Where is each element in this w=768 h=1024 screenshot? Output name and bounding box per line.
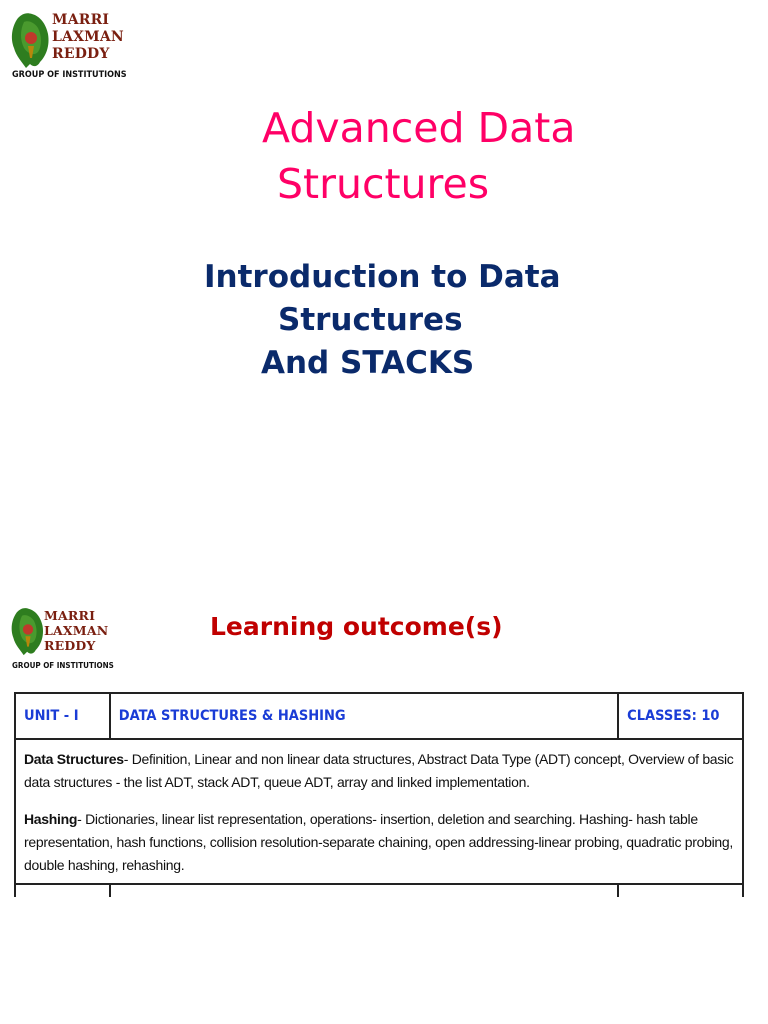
logo-line-1: MARRI [52,12,110,28]
emblem-icon [10,606,46,658]
syllabus-table [14,692,744,897]
next-row-cell [110,884,618,897]
course-title-line-2: Structures [277,160,490,208]
logo-line-3: REDDY [44,638,96,653]
next-row-cell [15,884,110,897]
institution-logo [10,606,114,674]
learning-outcomes-heading: Learning outcome(s) [210,612,503,641]
institution-logo [10,10,127,80]
unit-cell: UNIT - I [15,693,110,739]
next-row-cell [618,884,743,897]
syllabus-content [15,739,743,884]
emblem-icon [10,12,52,70]
subtitle-line-1: Introduction to Data [204,259,561,295]
subtitle-line-2: Structures [278,302,463,338]
syllabus-content-row [15,739,743,884]
topic-cell: DATA STRUCTURES & HASHING [110,693,618,739]
hashing-term: Hashing [24,811,78,827]
logo-line-1: MARRI [44,608,96,623]
data-structures-text: - Definition, Linear and non linear data structures, Abstract Data Type (ADT) concept, Overview of basic data structures - the list ADT, stack ADT, queue ADT, array and linked implementation. [24,751,734,790]
subtitle-line-3: And STACKS [261,345,475,381]
learning-outcomes-slide [0,560,768,1024]
classes-cell: CLASSES: 10 [618,693,743,739]
course-title [240,100,660,212]
syllabus-header-row [15,693,743,739]
logo-line-2: LAXMAN [52,29,124,45]
syllabus-next-row [15,884,743,897]
logo-line-3: REDDY [52,46,110,62]
hashing-text: - Dictionaries, linear list representation, operations- insertion, deletion and searching. Hashing- hash table representation, hash functions, collision resolution-separate chaining, open addressing-linear probing, quadratic probing, double hashing, rehashing. [24,811,733,873]
course-title-line-1: Advanced Data [262,104,576,152]
logo-group-text: GROUP OF INSTITUTIONS [12,70,127,80]
logo-group-text: GROUP OF INSTITUTIONS [12,661,114,670]
data-structures-paragraph [24,748,734,794]
lecture-subtitle [200,256,620,385]
logo-line-2: LAXMAN [44,623,109,638]
hashing-paragraph [24,808,734,877]
data-structures-term: Data Structures [24,751,124,767]
